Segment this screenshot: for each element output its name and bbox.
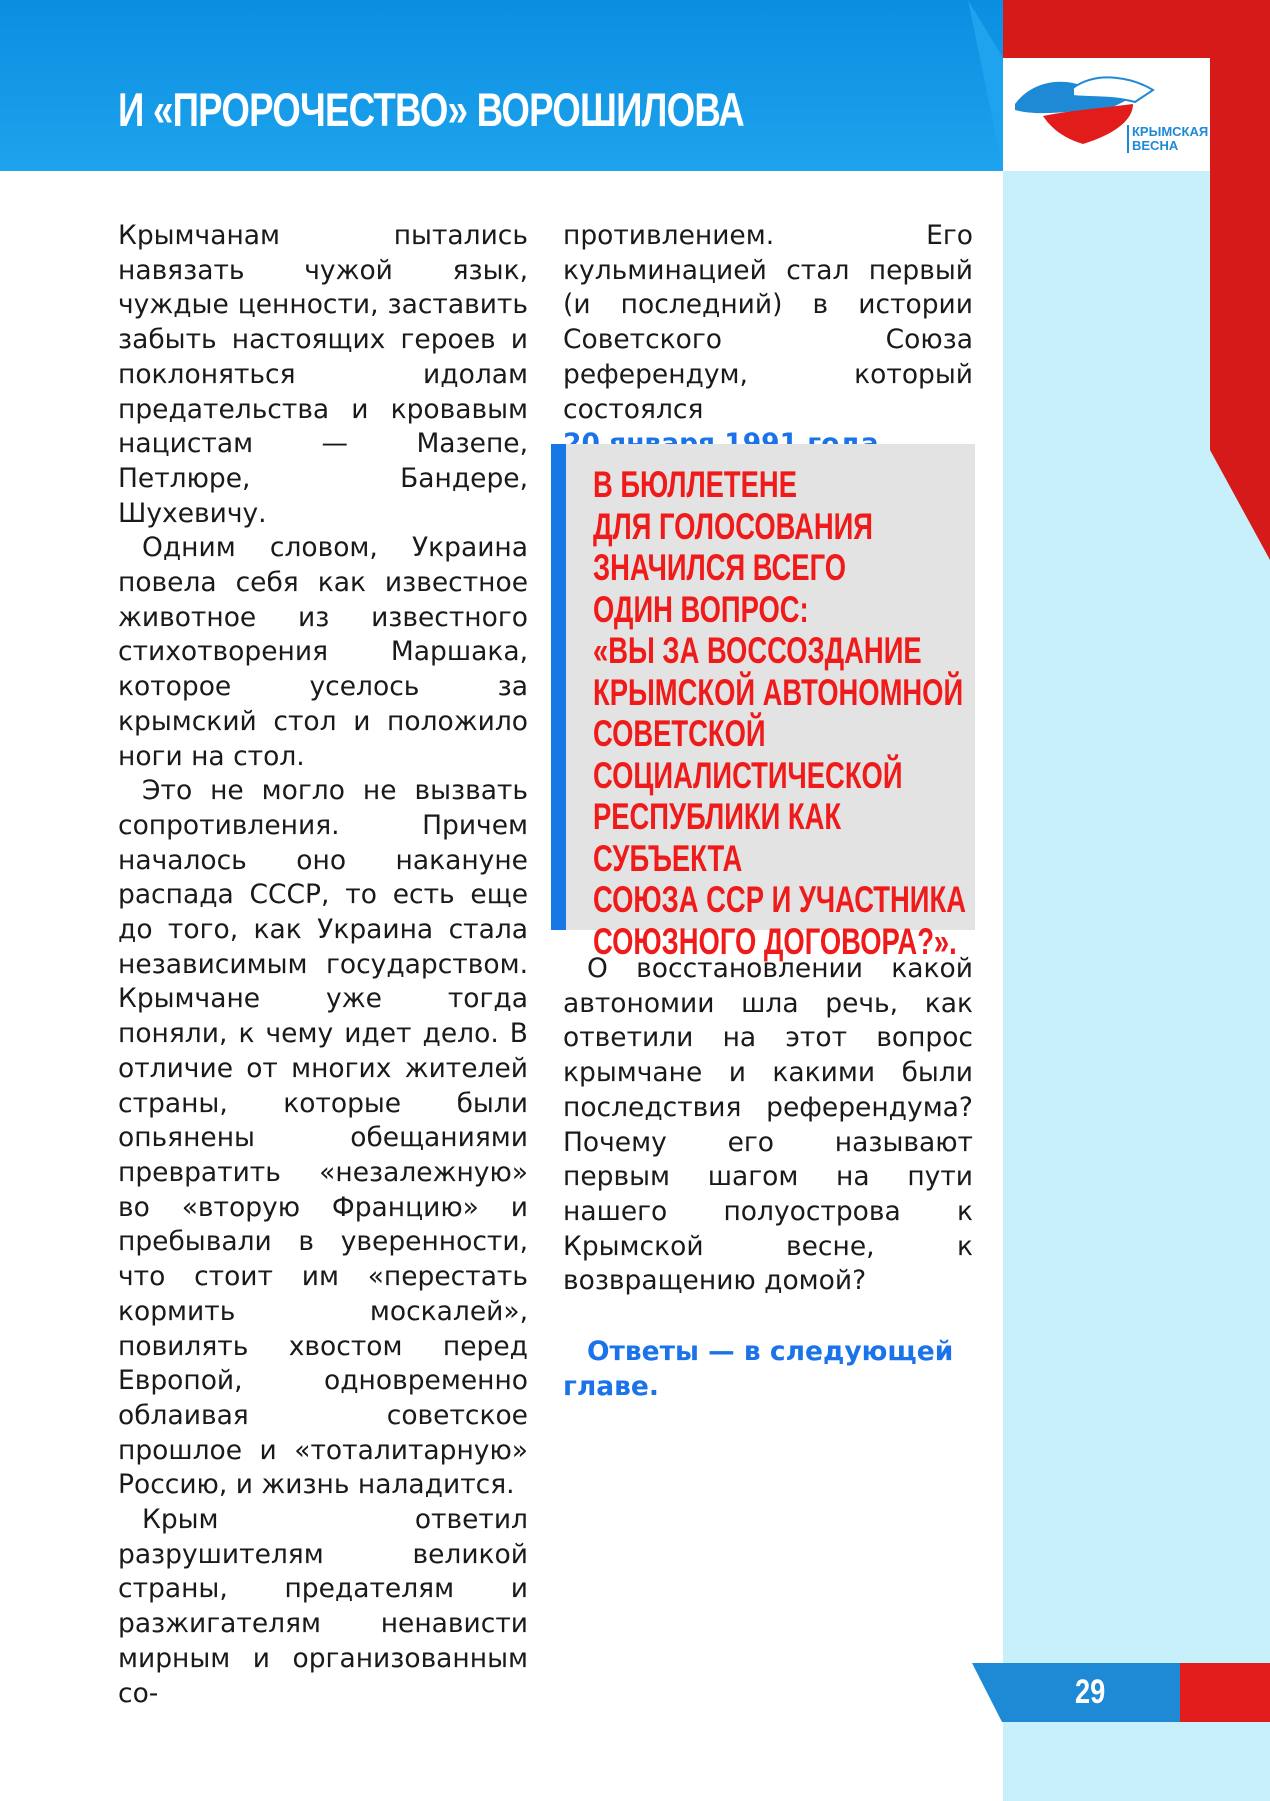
paragraph: О восстановлении какой автономии шла речь, как ответили на этот вопрос крымчане и какими были последствия референдума? Почему его называют первым шагом на пути нашего полуострова к Крымской весне, к возвращению домой?: [563, 953, 973, 1297]
ballot-quote-text: В БЮЛЛЕТЕНЕ ДЛЯ ГОЛОСОВАНИЯ ЗНАЧИЛСЯ ВСЕГО ОДИН ВОПРОС: «ВЫ ЗА ВОССОЗДАНИЕ КРЫМСКОЙ АВТОНОМНОЙ СОВЕТСКОЙ СОЦИАЛИСТИЧЕСКОЙ РЕСПУБЛИКИ КАК СУБЪЕКТА СОЮЗА ССР И УЧАСТНИКА СОЮЗНОГО ДОГОВОРА?».: [593, 464, 966, 962]
page-title: И «ПРОРОЧЕСТВО» ВОРОШИЛОВА: [118, 83, 744, 136]
logo-text: КРЫМСКАЯ ВЕСНА: [1127, 125, 1214, 153]
paragraph: Крымчанам пытались навязать чужой язык, чуждые ценности, заставить забыть настоящих героев и поклоняться идолам предательства и кровавым нацистам — Мазепе, Петлюре, Бандере, Шухевичу.: [118, 220, 528, 529]
paragraph: Одним словом, Украина повела себя как известное животное из известного стихотворения Маршака, которое уселось за крымский стол и положило ноги на стол.: [118, 532, 528, 772]
paragraph: Крым ответил разрушителям великой страны, предателям и разжигателям ненависти мирным и организованным со-: [118, 1504, 528, 1709]
paragraph: Это не могло не вызвать сопротивления. Причем началось оно накануне распада СССР, то есть еще до того, как Украина стала независимым государством. Крымчане уже тогда поняли, к чему идет дело. В отличие от многих жителей страны, которые были опьянены обещаниями превратить «незалежную» во «вторую Францию» и пребывали в уверенности, что стоит им «перестать кормить москалей», повилять хвостом перед Европой, одновременно облаивая советское прошлое и «тоталитарную» Россию, и жизнь наладится.: [118, 775, 528, 1501]
page-number: 29: [1075, 1673, 1106, 1711]
paragraph: противлением. Его кульминацией стал первый (и последний) в истории Советского Союза референдум, который состоялся: [563, 220, 973, 425]
answer-note: Ответы — в следующей главе.: [563, 1336, 954, 1402]
